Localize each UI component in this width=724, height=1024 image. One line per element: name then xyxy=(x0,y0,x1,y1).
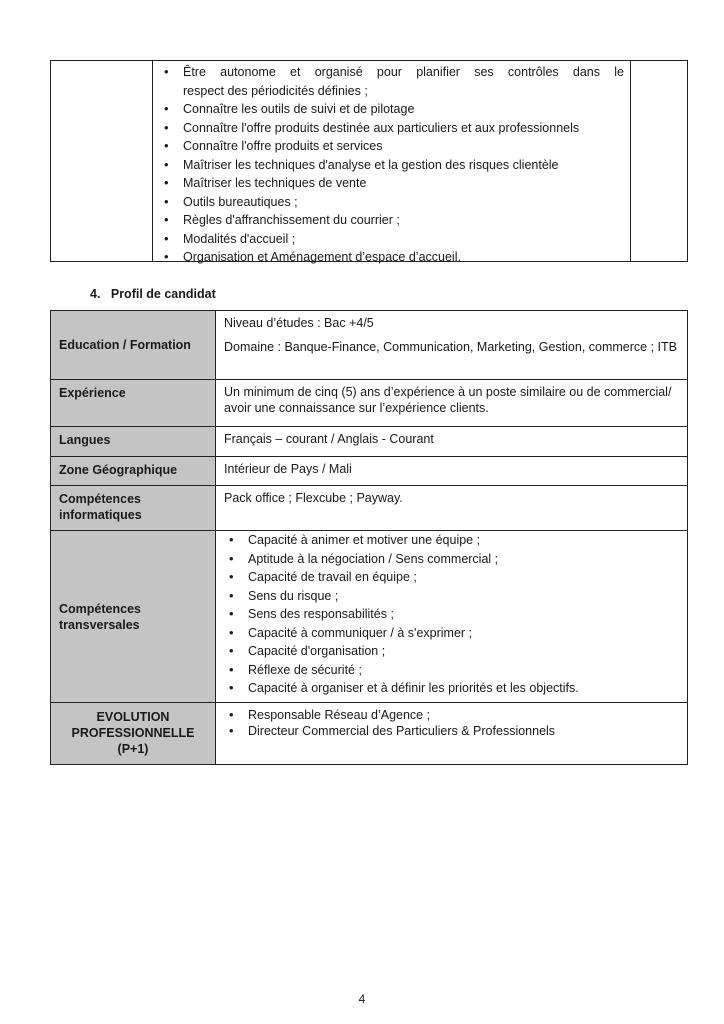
table-row xyxy=(51,486,688,531)
row-value: Un minimum de cinq (5) ans d’expérience à un poste similaire ou de commercial/ avoir une connaissance sur l’expérience clients. xyxy=(216,380,688,427)
list-item: • Sens des responsabilités ; xyxy=(222,605,679,624)
table-cell-skills xyxy=(153,61,631,264)
skills-list xyxy=(157,63,624,267)
list-item: • Capacité à organiser et à définir les priorités et les objectifs. xyxy=(222,679,679,698)
list-item: • Sens du risque ; xyxy=(222,587,679,606)
row-label: Langues xyxy=(51,427,216,457)
list-item: • Directeur Commercial des Particuliers & Professionnels xyxy=(222,723,679,739)
row-value xyxy=(216,531,688,703)
list-item: • Responsable Réseau d’Agence ; xyxy=(222,707,679,723)
list-item: • Maîtriser les techniques d'analyse et la gestion des risques clientèle xyxy=(157,156,624,175)
education-domain: Domaine : Banque-Finance, Communication, Marketing, Gestion, commerce ; ITB xyxy=(224,340,677,354)
list-item: • Organisation et Aménagement d’espace d’accueil. xyxy=(157,248,624,267)
list-item: • Capacité à communiquer / à s'exprimer ; xyxy=(222,624,679,643)
table-row xyxy=(51,531,688,703)
skills-continuation-table xyxy=(50,60,688,262)
row-value: Pack office ; Flexcube ; Payway. xyxy=(216,486,688,531)
row-label: Expérience xyxy=(51,380,216,427)
row-label: EVOLUTION PROFESSIONNELLE (P+1) xyxy=(51,703,216,765)
table-row xyxy=(51,703,688,765)
section-number: 4. xyxy=(90,287,101,301)
row-label: Compétences transversales xyxy=(51,531,216,703)
list-item: • Réflexe de sécurité ; xyxy=(222,661,679,680)
list-item xyxy=(157,63,624,100)
career-evolution-list xyxy=(222,707,679,739)
row-value xyxy=(216,703,688,765)
table-row xyxy=(51,427,688,457)
list-item: • Outils bureautiques ; xyxy=(157,193,624,212)
section-heading xyxy=(90,287,216,301)
list-item: • Maîtriser les techniques de vente xyxy=(157,174,624,193)
list-item: • Aptitude à la négociation / Sens commercial ; xyxy=(222,550,679,569)
row-label: Compétences informatiques xyxy=(51,486,216,531)
table-cell-empty xyxy=(51,61,153,261)
list-item: • Connaître l'offre produits destinée aux particuliers et aux professionnels xyxy=(157,119,624,138)
row-value: Français – courant / Anglais - Courant xyxy=(216,427,688,457)
list-item: • Modalités d'accueil ; xyxy=(157,230,624,249)
list-item: • Connaître les outils de suivi et de pilotage xyxy=(157,100,624,119)
row-label: Education / Formation xyxy=(51,311,216,380)
transversal-skills-list xyxy=(222,531,679,698)
list-item: • Capacité à animer et motiver une équipe ; xyxy=(222,531,679,550)
list-item: • Connaître l'offre produits et services xyxy=(157,137,624,156)
table-cell-empty xyxy=(631,61,687,261)
page-number: 4 xyxy=(358,992,366,1006)
list-item-text-continued: respect des périodicités définies ; xyxy=(183,83,368,98)
row-value xyxy=(216,311,688,380)
table-row xyxy=(51,457,688,486)
list-item: • Règles d'affranchissement du courrier ; xyxy=(157,211,624,230)
candidate-profile-table xyxy=(50,310,688,765)
table-row xyxy=(51,380,688,427)
section-title: Profil de candidat xyxy=(110,287,216,301)
list-item: • Capacité de travail en équipe ; xyxy=(222,568,679,587)
row-value: Intérieur de Pays / Mali xyxy=(216,457,688,486)
list-item-text: Être autonome et organisé pour planifier ses contrôles dans le xyxy=(183,65,624,79)
row-label: Zone Géographique xyxy=(51,457,216,486)
education-level: Niveau d’études : Bac +4/5 xyxy=(224,316,374,330)
table-row xyxy=(51,311,688,380)
list-item: • Capacité d'organisation ; xyxy=(222,642,679,661)
